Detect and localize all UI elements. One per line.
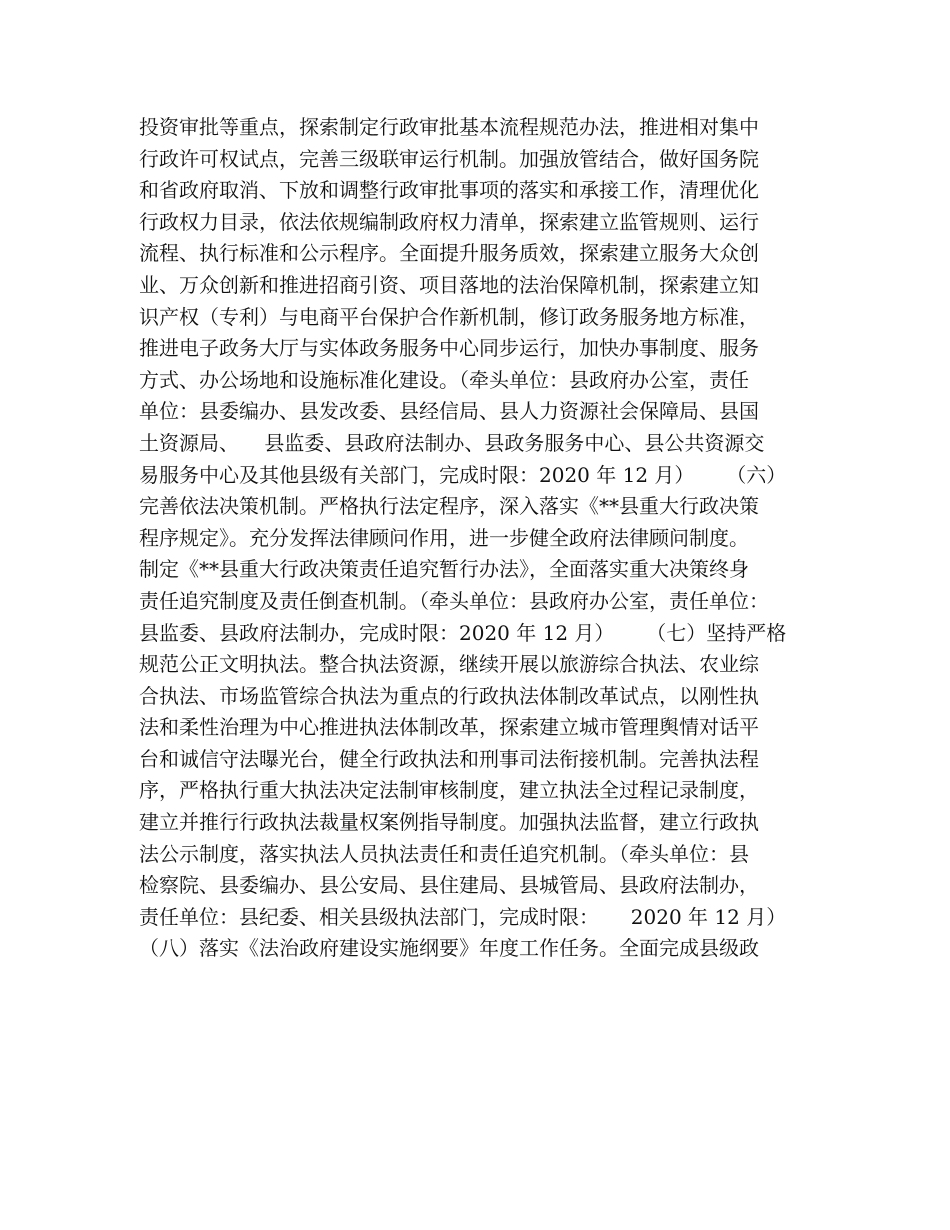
text-line-3: 和省政府取消、下放和调整行政审批事项的落实和承接工作，清理优化: [139, 178, 759, 203]
text-line-14: 程序规定》。充分发挥法律顾问作用，进一步健全政府法律顾问制度。: [139, 525, 749, 550]
text-line-20: 法和柔性治理为中心推进执法体制改革，探索建立城市管理舆情对话平: [139, 715, 759, 740]
text-line-23: 建立并推行行政执法裁量权案例指导制度。加强执法监督，建立行政执: [139, 810, 759, 835]
text-line-7: 识产权（专利）与电商平台保护合作新机制，修订政务服务地方标准，: [139, 304, 759, 329]
text-line-17: 县监委、县政府法制办，完成时限：2020 年 12 月） （七）坚持严格: [139, 620, 787, 645]
text-line-9: 方式、办公场地和设施标准化建设。（牵头单位：县政府办公室，责任: [139, 367, 749, 392]
text-line-24: 法公示制度，落实执法人员执法责任和责任追究机制。（牵头单位：县: [139, 841, 749, 866]
text-line-25: 检察院、县委编办、县公安局、县住建局、县城管局、县政府法制办，: [139, 873, 759, 898]
text-line-19: 合执法、市场监管综合执法为重点的行政执法体制改革试点，以刚性执: [139, 683, 759, 708]
text-line-13: 完善依法决策机制。严格执行法定程序，深入落实《**县重大行政决策: [139, 494, 759, 519]
body-text: [139, 112, 839, 965]
text-line-8: 推进电子政务大厅与实体政务服务中心同步运行，加快办事制度、服务: [139, 336, 759, 361]
text-line-12: 易服务中心及其他县级有关部门，完成时限：2020 年 12 月） （六）: [139, 462, 787, 487]
text-line-1: 投资审批等重点，探索制定行政审批基本流程规范办法，推进相对集中: [139, 115, 759, 139]
text-line-2: 行政许可权试点，完善三级联审运行机制。加强放管结合，做好国务院: [139, 146, 759, 171]
text-line-15: 制定《**县重大行政决策责任追究暂行办法》，全面落实重大决策终身: [139, 557, 749, 582]
text-line-27: （八）落实《法治政府建设实施纲要》年度工作任务。全面完成县级政: [139, 936, 759, 961]
text-line-5: 流程、执行标准和公示程序。全面提升服务质效，探索建立服务大众创: [139, 241, 759, 266]
text-line-11: 土资源局、 县监委、县政府法制办、县政务服务中心、县公共资源交: [139, 430, 765, 455]
text-line-10: 单位：县委编办、县发改委、县经信局、县人力资源社会保障局、县国: [139, 399, 759, 424]
text-line-16: 责任追究制度及责任倒查机制。（牵头单位：县政府办公室，责任单位：: [139, 588, 769, 613]
text-line-6: 业、万众创新和推进招商引资、项目落地的法治保障机制，探索建立知: [139, 272, 759, 297]
text-line-21: 台和诚信守法曝光台，健全行政执法和刑事司法衔接机制。完善执法程: [139, 746, 759, 771]
text-line-4: 行政权力目录，依法依规编制政府权力清单，探索建立监管规则、运行: [139, 209, 759, 234]
text-line-26: 责任单位：县纪委、相关县级执法部门，完成时限： 2020 年 12 月）: [139, 904, 787, 929]
text-line-22: 序，严格执行重大执法决定法制审核制度，建立执法全过程记录制度，: [139, 778, 759, 803]
text-line-18: 规范公正文明执法。整合执法资源，继续开展以旅游综合执法、农业综: [139, 652, 759, 677]
